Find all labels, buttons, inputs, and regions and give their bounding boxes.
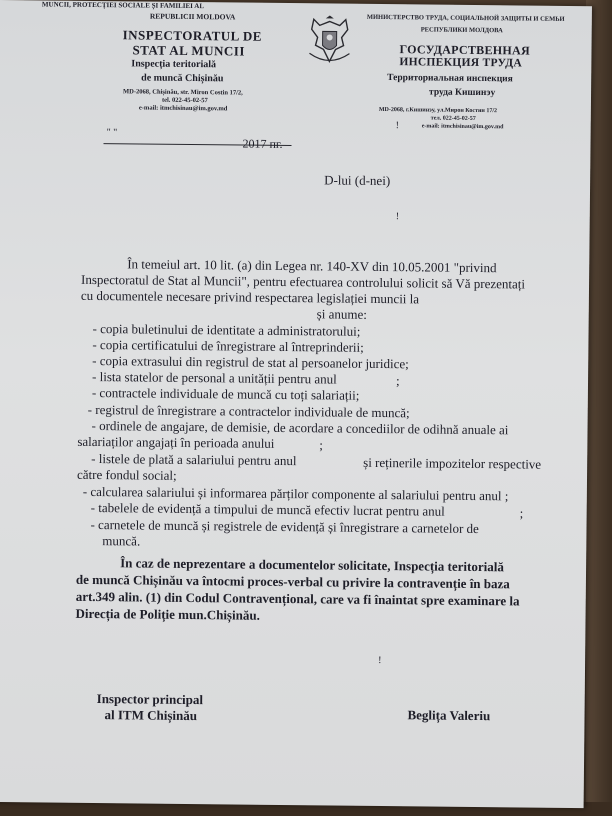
warning-line3: art.349 alin. (1) din Codul Contravențional, care va fi înaintat spre examinare la [75, 588, 520, 609]
header-left-address: MD-2068, Chișinău, str. Miron Costin 17/2, [123, 88, 243, 97]
warning-line4: Direcția de Poliție mun.Chișinău. [75, 605, 260, 623]
date-year: 2017 пг. [242, 136, 283, 151]
header-left-ministry: MUNCII, PROTECȚIEI SOCIALE ȘI FAMILIEI AL [41, 0, 205, 11]
list-item-cont: salariaților angajați în perioada anului [77, 433, 275, 451]
date-quotes: " " [106, 127, 118, 139]
list-item: - copia extrasului din registrul de stat al persoanelor juridice; [92, 352, 409, 372]
list-item: - contractele individuale de muncă cu toți salariații; [91, 384, 360, 403]
list-item-cont: și reținerile impozitelor respective [363, 454, 542, 472]
intro-line3: cu documentele necesare privind respectarea legislației muncii la [80, 287, 420, 307]
list-item: - tabelele de evidență a timpului de muncă efectiv lucrat pentru anul [90, 499, 445, 519]
header-left-subtitle-line2: de muncă Chișinău [141, 72, 224, 85]
list-item: - copia buletinului de identitate a administratorului; [92, 320, 361, 339]
list-item-suffix: ; [395, 373, 400, 389]
header-left-email: e-mail: itmchisinau@im.gov.md [138, 104, 228, 113]
list-item: - copia certificatului de înregistrare al întreprinderii; [92, 336, 364, 355]
list-item: - carnetele de muncă și registrele de evidență și înregistrare a carnetelor de [90, 516, 479, 537]
list-item: - calcularea salariului și informarea părților componente al salariului pentru anul ; [82, 483, 509, 504]
intro-line2: Inspectoratul de Stat al Muncii", pentru efectuarea controlului solicit să Vă prezentați [81, 271, 526, 292]
header-left-phone: tel. 022-45-02-57 [161, 96, 208, 105]
signature-role-line2: al ITM Chișinău [104, 707, 198, 724]
pen-mark: ! [395, 211, 400, 223]
list-item: - ordinele de angajare, de demisie, de acordare a concediilor de odihnă anuale ai [91, 417, 509, 438]
header-right-subtitle-line1: Территориальная инспекция [387, 73, 513, 85]
intro-line4: și anume: [316, 306, 367, 322]
intro-line1: În temeiul art. 10 lit. (a) din Legea nr. 140-XV din 10.05.2001 "privind [127, 256, 497, 276]
header-right-email: e-mail: itmchisinau@im.gov.md [421, 123, 504, 131]
header-left-title-line2: STAT AL MUNCII [132, 42, 246, 59]
list-item: - lista statelor de personal a unității pentru anul [91, 368, 337, 387]
header-left-ministry-line2: REPUBLICII MOLDOVA [149, 11, 236, 22]
warning-line2: de muncă Chișinău va întocmi proces-verbal cu privire la contravenție în baza [75, 571, 510, 592]
header-right-ministry-line2: РЕСПУБЛИКИ МОЛДОВА [420, 26, 503, 35]
header-right-title-line1: ГОСУДАРСТВЕННАЯ [399, 42, 531, 58]
header-right-ministry: МИНИСТЕРСТВО ТРУДА, СОЦИАЛЬНОЙ ЗАЩИТЫ И СЕМЬИ [366, 13, 565, 23]
header-right-title-line2: ИНСПЕКЦИЯ ТРУДА [399, 56, 523, 70]
list-item: - listele de plată a salariului pentru anul [91, 450, 297, 469]
list-item: - registrul de înregistrare a contractelor individuale de muncă; [87, 401, 410, 421]
header-right-phone: тел. 022-45-02-57 [430, 115, 476, 122]
header-right-address: MD-2068, г.Кишинэу, ул.Мирон Костин 17/2 [378, 106, 498, 115]
list-item-suffix: ; [319, 437, 324, 453]
list-item-cont: muncă. [102, 533, 141, 549]
recipient: D-lui (d-nei) [324, 172, 391, 189]
header-left-subtitle-line1: Inspecția teritorială [131, 58, 217, 71]
header-right-subtitle-line2: труда Кишинэу [429, 87, 496, 99]
warning-line1: În caz de neprezentare a documentelor solicitate, Inspecția teritorială [120, 555, 504, 575]
pen-mark: ! [395, 120, 400, 132]
signature-name: Beglița Valeriu [407, 707, 491, 724]
pen-mark: ! [378, 654, 382, 667]
signature-role-line1: Inspector principal [96, 691, 204, 708]
list-item-cont: către fondul social; [76, 466, 177, 483]
list-item-suffix: ; [519, 505, 524, 521]
coat-of-arms-icon [305, 15, 354, 67]
header-left-title-line1: INSPECTORATUL DE [122, 27, 263, 44]
